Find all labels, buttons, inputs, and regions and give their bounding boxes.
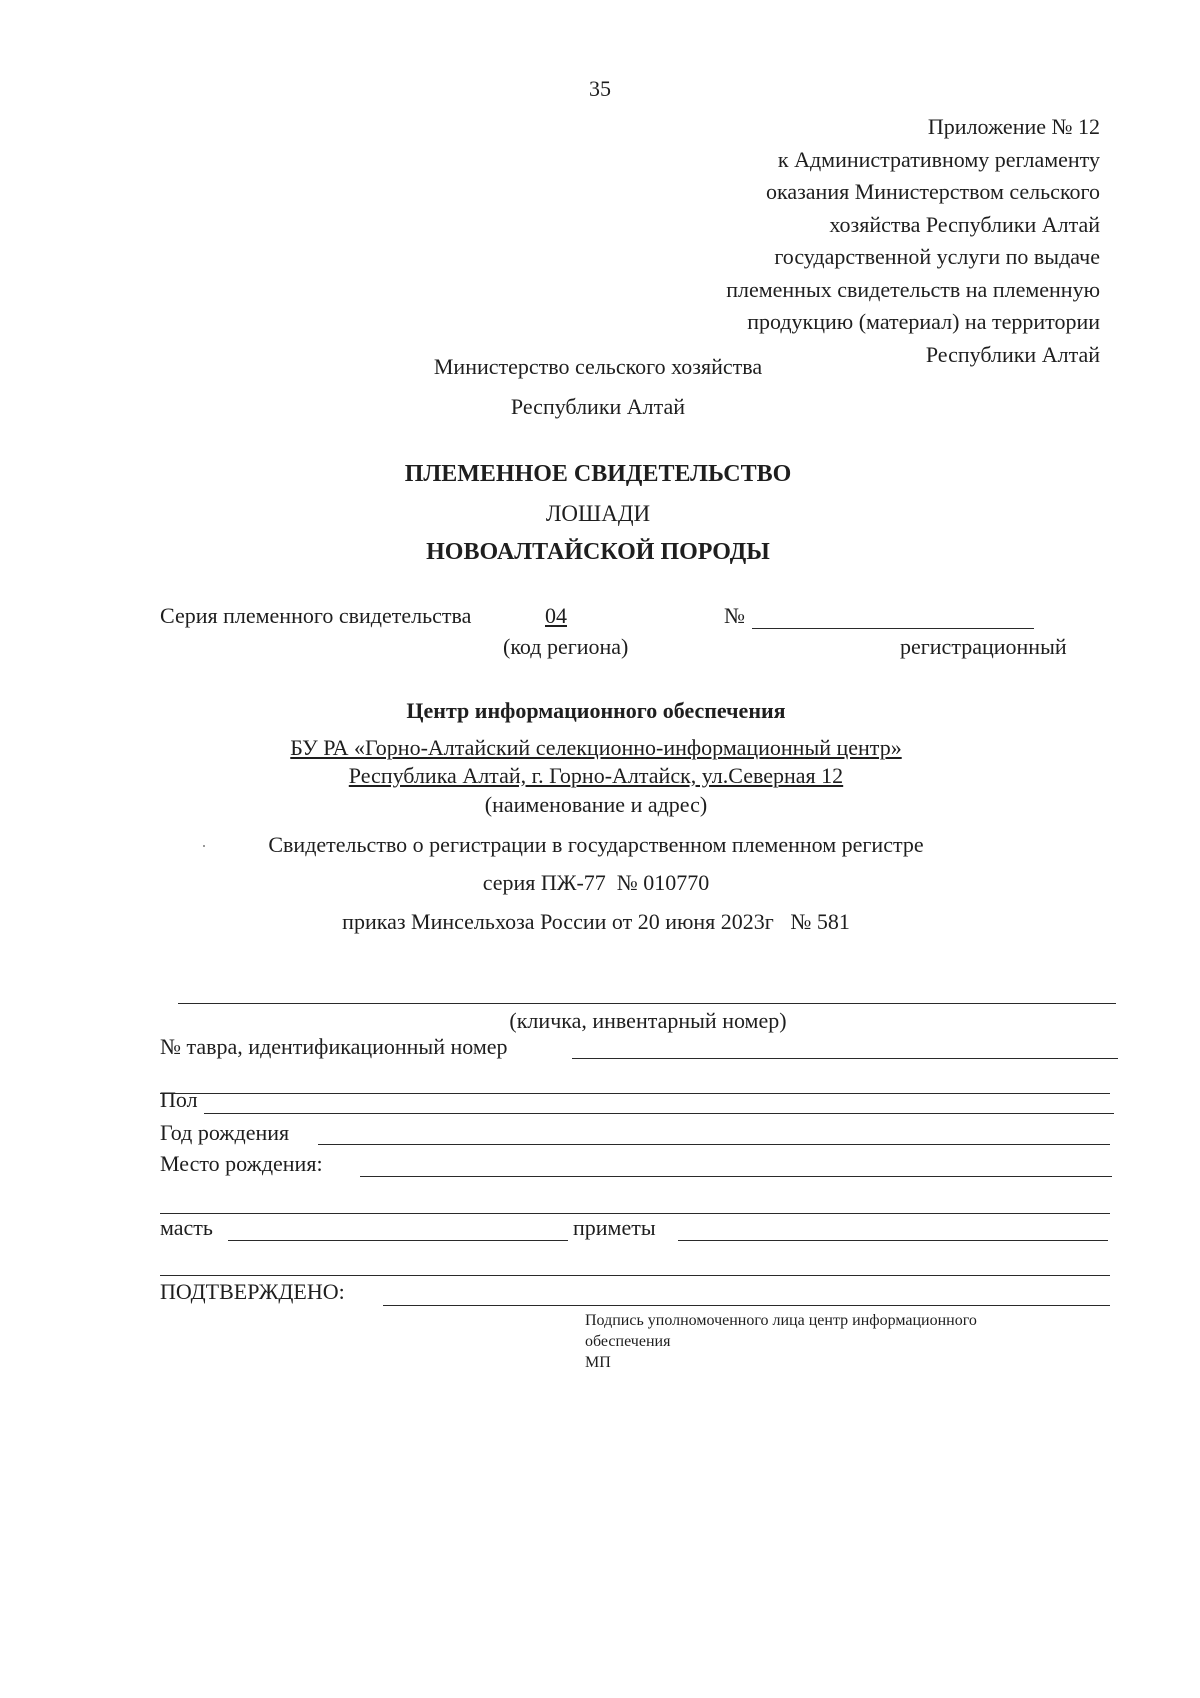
series-number-label: № [724, 603, 745, 628]
birth-year-line [318, 1144, 1110, 1145]
appendix-line: оказания Министерством сельского [765, 179, 1100, 204]
series-code: 04 [545, 603, 567, 628]
appendix-block [726, 111, 1100, 371]
blank-line-2 [160, 1213, 1110, 1214]
signature-caption [585, 1311, 977, 1373]
appendix-line: государственной услуги по выдаче [774, 244, 1100, 269]
sex-label: Пол [160, 1087, 198, 1112]
certificate-breed: НОВОАЛТАЙСКОЙ ПОРОДЫ [426, 539, 770, 565]
color-line [228, 1240, 568, 1241]
scan-speck [203, 845, 205, 847]
appendix-line: Приложение № 12 [927, 114, 1100, 139]
appendix-line: продукцию (материал) на территории [747, 309, 1100, 334]
brand-line [572, 1058, 1118, 1059]
confirmed-label: ПОДТВЕРЖДЕНО: [160, 1279, 345, 1304]
name-line [178, 1003, 1116, 1004]
marks-label: приметы [573, 1215, 656, 1240]
center-caption: (наименование и адрес) [484, 792, 708, 817]
sex-line [204, 1113, 1114, 1114]
birth-place-line [360, 1176, 1112, 1177]
certificate-subtitle: ЛОШАДИ [545, 501, 651, 526]
name-caption: (кличка, инвентарный номер) [509, 1008, 787, 1033]
certificate-title: ПЛЕМЕННОЕ СВИДЕТЕЛЬСТВО [404, 461, 792, 487]
registration-series: серия ПЖ-77 № 010770 [482, 870, 710, 895]
page-number: 35 [589, 76, 611, 101]
stamp-label: МП [585, 1353, 611, 1371]
registration-text: Свидетельство о регистрации в государственном племенном регистре [268, 832, 924, 857]
marks-line [678, 1240, 1108, 1241]
series-code-caption: (код региона) [503, 634, 629, 659]
blank-line-1 [160, 1093, 1110, 1094]
center-name: БУ РА «Горно-Алтайский селекционно-информационный центр» [290, 735, 902, 760]
appendix-line: к Административному регламенту [777, 146, 1100, 172]
series-number-caption: регистрационный [900, 634, 1067, 659]
ministry-line-2: Республики Алтай [510, 394, 686, 419]
appendix-line: хозяйства Республики Алтай [829, 211, 1100, 237]
birth-year-label: Год рождения [160, 1120, 290, 1145]
registration-order: приказ Минсельхоза России от 20 июня 2023г № 581 [342, 909, 850, 934]
ministry-line-1: Министерство сельского хозяйства [433, 354, 763, 379]
series-number-line [752, 628, 1034, 629]
blank-line-3 [160, 1275, 1110, 1276]
series-label: Серия племенного свидетельства [160, 603, 472, 628]
birth-place-label: Место рождения: [160, 1151, 323, 1176]
appendix-line: Республики Алтай [925, 341, 1100, 367]
appendix-line: племенных свидетельств на племенную [726, 276, 1100, 302]
center-address: Республика Алтай, г. Горно-Алтайск, ул.Северная 12 [348, 763, 844, 788]
signature-caption-line-1: Подпись уполномоченного лица центр информационного [585, 1312, 977, 1329]
brand-label: № тавра, идентификационный номер [160, 1034, 508, 1059]
signature-caption-line-2: обеспечения [585, 1332, 671, 1350]
color-label: масть [160, 1215, 213, 1240]
signature-line [383, 1305, 1110, 1306]
center-heading: Центр информационного обеспечения [406, 698, 786, 723]
